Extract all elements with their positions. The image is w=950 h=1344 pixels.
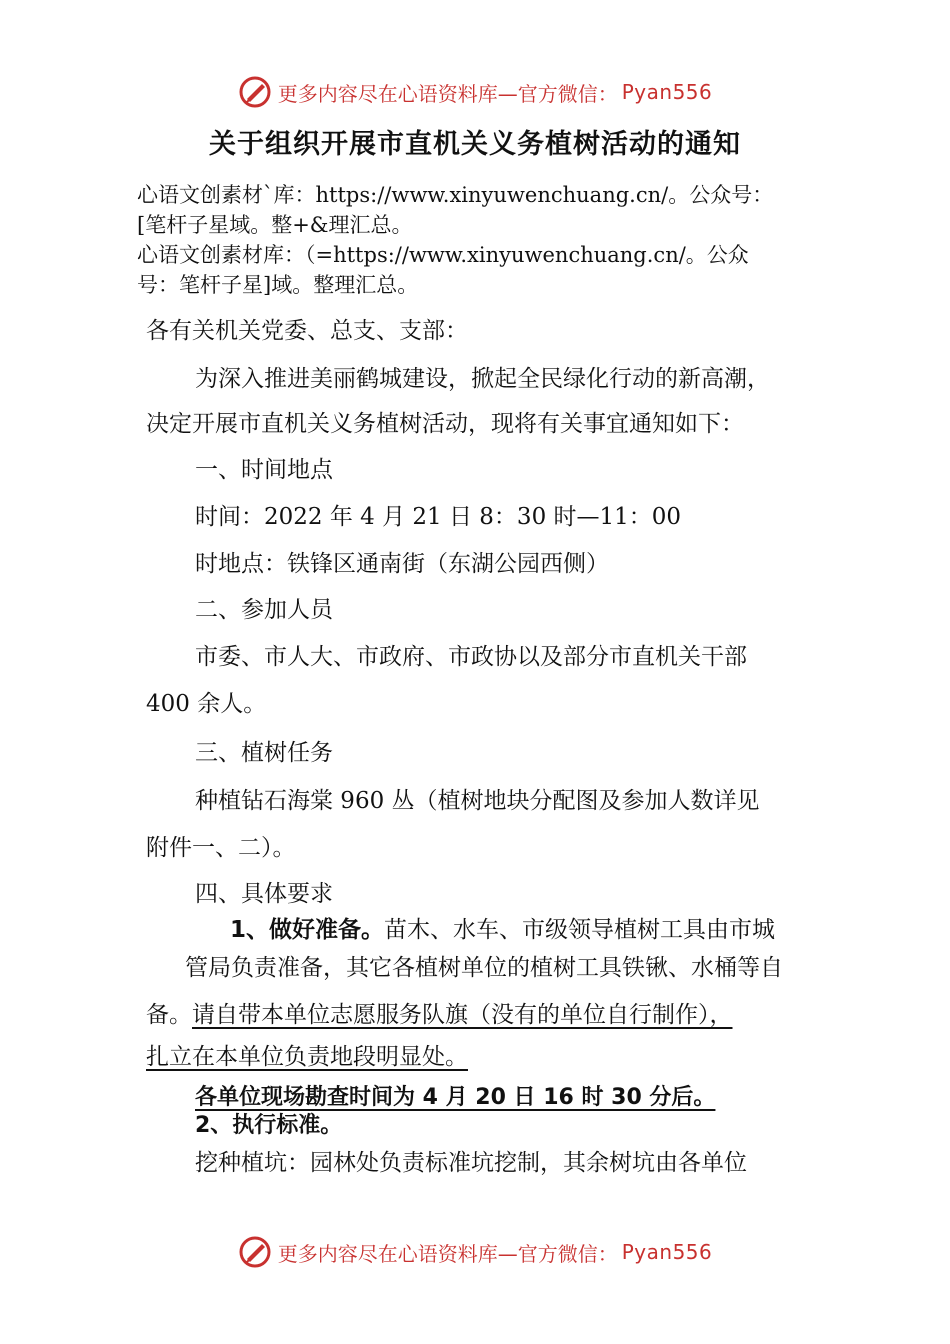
section-heading: 四、具体要求 bbox=[195, 881, 333, 907]
event-time: 时间：2022 年 4 月 21 日 8：30 时—11：00 bbox=[195, 504, 682, 530]
pen-seal-icon bbox=[238, 75, 272, 109]
document-title: 关于组织开展市直机关义务植树活动的通知 bbox=[209, 129, 741, 160]
requirement-text: 挖种植坑：园林处负责标准坑挖制，其余树坑由各单位 bbox=[195, 1150, 747, 1176]
requirement-item bbox=[230, 915, 775, 945]
survey-time-notice: 各单位现场勘查时间为 4 月 20 日 16 时 30 分后。 bbox=[195, 1085, 716, 1110]
promo-line: 心语文创素材库：（=https://www.xinyuwenchuang.cn/。公众 bbox=[137, 243, 749, 267]
task-text: 种植钻石海棠 960 丛（植树地块分配图及参加人数详见 bbox=[195, 788, 760, 814]
salutation: 各有关机关党委、总支、支部： bbox=[146, 318, 468, 344]
requirement-text-plain: 备。 bbox=[146, 1002, 192, 1028]
event-place: 时地点：铁锋区通南街（东湖公园西侧） bbox=[195, 551, 609, 577]
intro-paragraph: 决定开展市直机关义务植树活动，现将有关事宜通知如下： bbox=[146, 411, 744, 437]
promo-line: 心语文创素材`库：https://www.xinyuwenchuang.cn/。公众号： bbox=[137, 183, 774, 207]
banner-text: 更多内容尽在心语资料库—官方微信： bbox=[277, 1241, 618, 1266]
intro-paragraph: 为深入推进美丽鹤城建设，掀起全民绿化行动的新高潮， bbox=[195, 366, 770, 392]
wechat-id: Pyan556 bbox=[621, 80, 713, 104]
requirement-label: 2、执行标准。 bbox=[195, 1113, 343, 1138]
section-heading: 三、植树任务 bbox=[195, 740, 333, 766]
pen-seal-icon bbox=[238, 1235, 272, 1269]
promo-line: [笔杆子星域。整+&理汇总。 bbox=[137, 213, 413, 237]
footer-banner bbox=[0, 1230, 950, 1274]
flag-instruction: 请自带本单位志愿服务队旗（没有的单位自行制作）， bbox=[192, 1002, 733, 1028]
requirement-label: 1、做好准备。 bbox=[230, 917, 385, 943]
task-text: 附件一、二）。 bbox=[146, 835, 296, 861]
section-heading: 二、参加人员 bbox=[195, 597, 333, 623]
header-banner bbox=[0, 70, 950, 114]
wechat-id: Pyan556 bbox=[621, 1240, 713, 1264]
requirement-text: 管局负责准备，其它各植树单位的植树工具铁锹、水桶等自 bbox=[185, 955, 783, 981]
promo-line: 号：笔杆子星]域。整理汇总。 bbox=[137, 273, 419, 297]
participants-text: 400 余人。 bbox=[146, 691, 267, 717]
participants-text: 市委、市人大、市政府、市政协以及部分市直机关干部 bbox=[195, 644, 747, 670]
flag-instruction: 扎立在本单位负责地段明显处。 bbox=[146, 1044, 468, 1070]
section-heading: 一、时间地点 bbox=[195, 457, 333, 483]
banner-text: 更多内容尽在心语资料库—官方微信： bbox=[277, 81, 618, 106]
requirement-text bbox=[146, 1000, 733, 1030]
requirement-text: 苗木、水车、市级领导植树工具由市城 bbox=[384, 917, 776, 943]
